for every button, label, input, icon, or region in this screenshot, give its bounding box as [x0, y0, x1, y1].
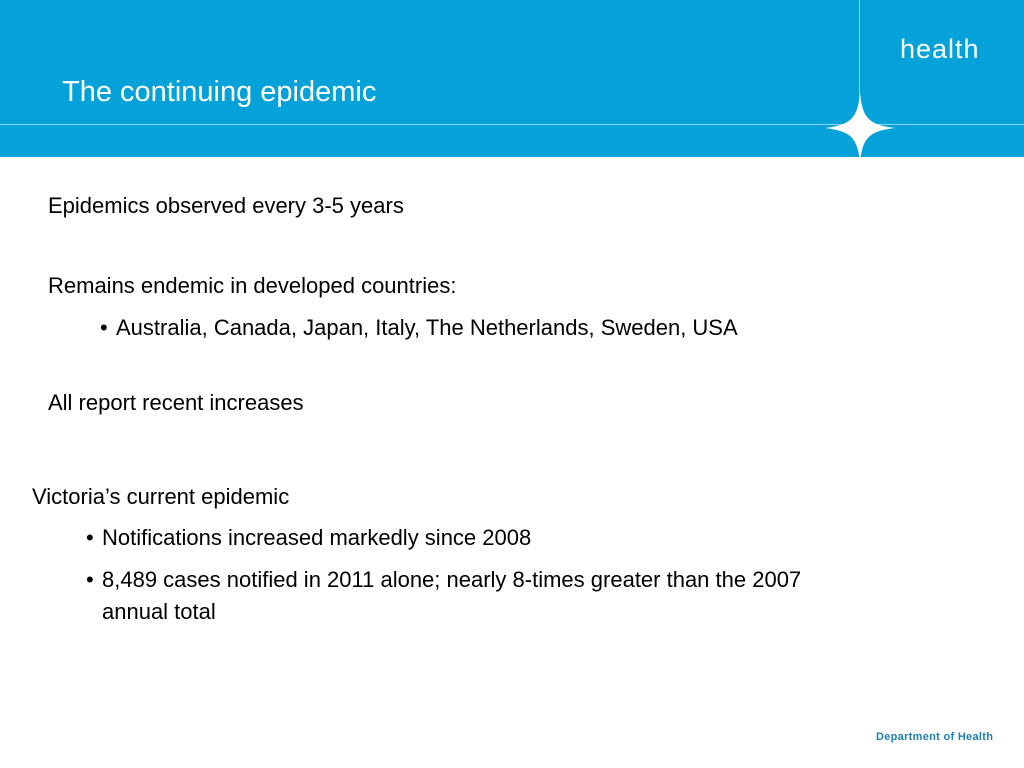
body-line-epidemics: Epidemics observed every 3-5 years: [48, 193, 404, 218]
bullet-dot: •: [86, 567, 94, 592]
slide-title: The continuing epidemic: [62, 76, 377, 108]
body-line-victoria: Victoria’s current epidemic: [32, 484, 290, 509]
bullet-dot: •: [86, 525, 94, 550]
bullet-text: Australia, Canada, Japan, Italy, The Netherlands, Sweden, USA: [116, 315, 738, 340]
bullet-item-countries: [100, 312, 740, 344]
department-logo-text: Department of Health: [876, 731, 994, 743]
brand-logo-text: health: [900, 34, 980, 64]
bullet-dot: •: [100, 315, 108, 340]
bullet-item-notifications: [86, 522, 846, 554]
bullet-text: Notifications increased markedly since 2008: [102, 525, 532, 550]
body-line-endemic: Remains endemic in developed countries:: [48, 273, 457, 298]
bullet-text: 8,489 cases notified in 2011 alone; nearly 8-times greater than the 2007 annual total: [102, 567, 802, 624]
bullet-item-cases: [86, 564, 846, 628]
body-line-increases: All report recent increases: [48, 390, 304, 415]
